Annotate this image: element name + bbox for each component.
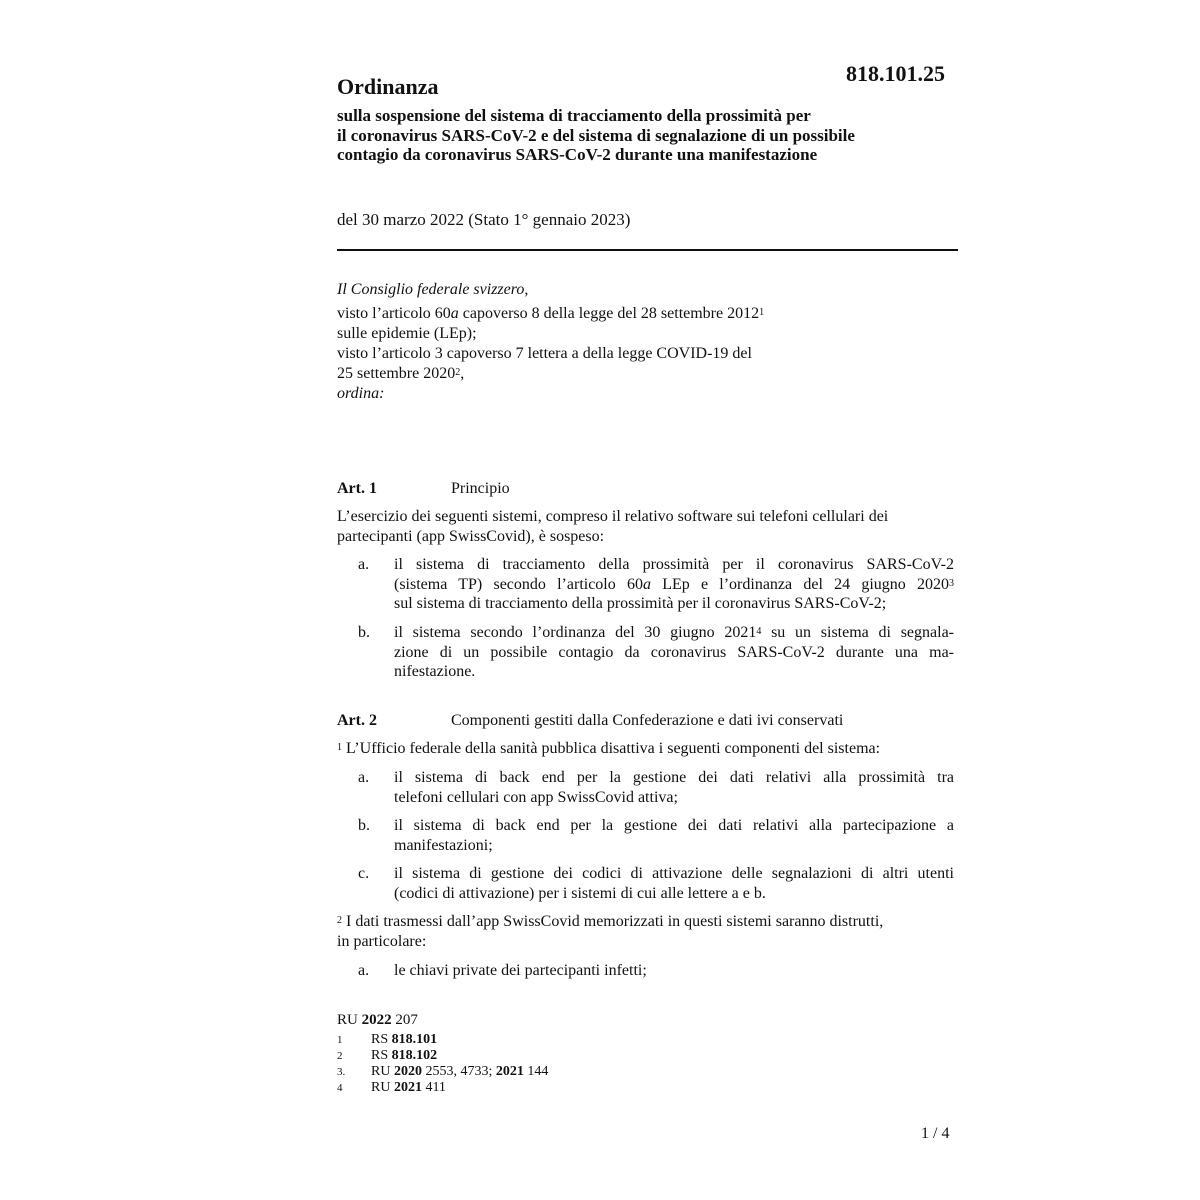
footnote-ref-2[interactable]: 2 (455, 367, 461, 378)
text-run: 2022 (361, 1012, 392, 1028)
text-run: su un sistema di segnala- (761, 624, 955, 641)
header-divider (337, 249, 958, 251)
footnote-ref-1[interactable]: 1 (759, 307, 765, 318)
text-run: 25 settembre 2020 (337, 365, 456, 382)
text-run: 2021 (495, 1064, 524, 1079)
text-line: in particolare: (337, 932, 427, 950)
list-item (337, 816, 954, 856)
text-line: nifestazione. (394, 663, 476, 680)
article-title: Componenti gestiti dalla Confederazione e dati ivi conservati (451, 712, 844, 729)
list-item (337, 623, 954, 683)
text-line (394, 623, 954, 643)
list-item (337, 961, 954, 981)
text-run: I dati trasmessi dall’app SwissCovid memorizzati in questi sistemi saranno distrutti, (342, 913, 884, 930)
text-run: LEp e l’ordinanza del 24 giugno 2020 (650, 575, 949, 593)
list-item-text (394, 555, 954, 614)
list-marker: c. (358, 865, 370, 882)
preamble-authority: Il Consiglio federale svizzero, (337, 281, 529, 298)
preamble-line (337, 364, 957, 384)
text-line (337, 912, 954, 932)
text-run: capoverso 8 della legge del 28 settembre 2012 (458, 305, 760, 322)
article-title: Principio (451, 480, 510, 497)
document-subtitle (337, 106, 977, 165)
text-line: telefoni cellulari con app SwissCovid attiva; (394, 788, 678, 806)
footnote-text (371, 1032, 437, 1049)
sr-number: 818.101.25 (846, 61, 945, 86)
text-line: il sistema di tracciamento della prossimità per il coronavirus SARS-CoV-2 (394, 556, 954, 573)
list-item (337, 864, 954, 904)
subtitle-line: contagio da coronavirus SARS-CoV-2 durante una manifestazione (337, 145, 818, 164)
text-run: a (450, 305, 459, 322)
article-2-para-1 (337, 739, 954, 759)
text-run: visto l’articolo 60 (337, 305, 451, 322)
list-item-text (394, 816, 954, 855)
text-run: (sistema TP) secondo l’articolo 60 (394, 575, 643, 593)
text-line: le chiavi private dei partecipanti infetti; (394, 962, 647, 979)
text-run: 2020 (393, 1064, 422, 1079)
text-line: (codici di attivazione) per i sistemi di cui alle lettere a e b. (394, 884, 766, 902)
text-run: il sistema secondo l’ordinanza del 30 giugno 2021 (394, 624, 757, 641)
text-line: sul sistema di tracciamento della prossimità per il coronavirus SARS-CoV-2; (394, 595, 887, 612)
list-item (337, 768, 954, 808)
footnote-number: 4 (337, 1082, 343, 1094)
footnote-number: 1 (337, 1034, 343, 1046)
text-run: RU (371, 1080, 394, 1095)
article-2-para-2 (337, 912, 954, 951)
paragraph-number: 2 (337, 915, 342, 926)
article-1-intro (337, 507, 954, 546)
text-run: 2553, 4733; (421, 1064, 496, 1079)
text-run: 207 (391, 1012, 418, 1028)
text-run: RU (337, 1012, 362, 1028)
article-number: Art. 2 (337, 712, 377, 729)
article-number: Art. 1 (337, 480, 377, 497)
text-run: 2021 (393, 1080, 422, 1095)
text-line: il sistema di gestione dei codici di attivazione delle segnalazioni di altri utenti (394, 865, 954, 882)
footnote-ref-4[interactable]: 4 (756, 626, 762, 637)
preamble-line: visto l’articolo 3 capoverso 7 lettera a della legge COVID-19 del (337, 345, 752, 362)
ru-reference (337, 1011, 418, 1030)
list-item-text (394, 961, 954, 981)
text-line: manifestazioni; (394, 836, 493, 854)
text-line: zione di un possibile contagio da coronavirus SARS-CoV-2 durante una ma- (394, 643, 954, 661)
text-run: 144 (523, 1064, 549, 1079)
footnote-text (371, 1064, 548, 1081)
document-date: del 30 marzo 2022 (Stato 1° gennaio 2023) (337, 210, 631, 229)
preamble-line: sulle epidemie (LEp); (337, 325, 477, 342)
list-item-text (394, 768, 954, 807)
list-item-text (394, 864, 954, 903)
subtitle-line: il coronavirus SARS-CoV-2 e del sistema di segnalazione di un possibile (337, 125, 855, 145)
text-run: , (460, 365, 465, 382)
text-run: 818.101 (391, 1032, 438, 1047)
text-run: L’Ufficio federale della sanità pubblica disattiva i seguenti componenti del sistema: (342, 740, 881, 757)
list-item-text (394, 623, 954, 682)
list-item (337, 555, 954, 615)
article-2-heading (337, 711, 843, 731)
page-number: 1 / 4 (921, 1125, 950, 1142)
text-run: RS (371, 1032, 392, 1047)
text-line (394, 575, 954, 595)
list-marker: a. (358, 769, 370, 786)
list-marker: a. (358, 962, 370, 979)
text-run: 818.102 (391, 1048, 438, 1063)
text-run: 411 (421, 1080, 446, 1095)
preamble-closing: ordina: (337, 385, 385, 402)
preamble (337, 280, 957, 404)
list-marker: b. (358, 817, 370, 834)
document-title: Ordinanza (337, 74, 439, 99)
text-run: RS (371, 1048, 392, 1063)
text-line: partecipanti (app SwissCovid), è sospeso: (337, 527, 605, 545)
paragraph-number: 1 (337, 742, 342, 753)
footnote-text (371, 1080, 446, 1097)
footnote-number: 3. (337, 1066, 346, 1078)
footnote-number: 2 (337, 1050, 343, 1062)
text-run: RU (371, 1064, 394, 1079)
article-1-heading (337, 479, 510, 499)
list-marker: b. (358, 624, 370, 641)
text-line: il sistema di back end per la gestione dei dati relativi alla partecipazione a (394, 817, 954, 834)
footnote-ref-3[interactable]: 3 (949, 577, 954, 589)
footnote-text (371, 1048, 437, 1065)
text-line: il sistema di back end per la gestione dei dati relativi alla prossimità tra (394, 769, 954, 786)
text-run: a (642, 575, 651, 593)
text-line: L’esercizio dei seguenti sistemi, compreso il relativo software sui telefoni cellulari dei (337, 508, 889, 525)
preamble-line (337, 304, 957, 324)
list-marker: a. (358, 556, 370, 573)
subtitle-line: sulla sospensione del sistema di tracciamento della prossimità per (337, 106, 811, 125)
